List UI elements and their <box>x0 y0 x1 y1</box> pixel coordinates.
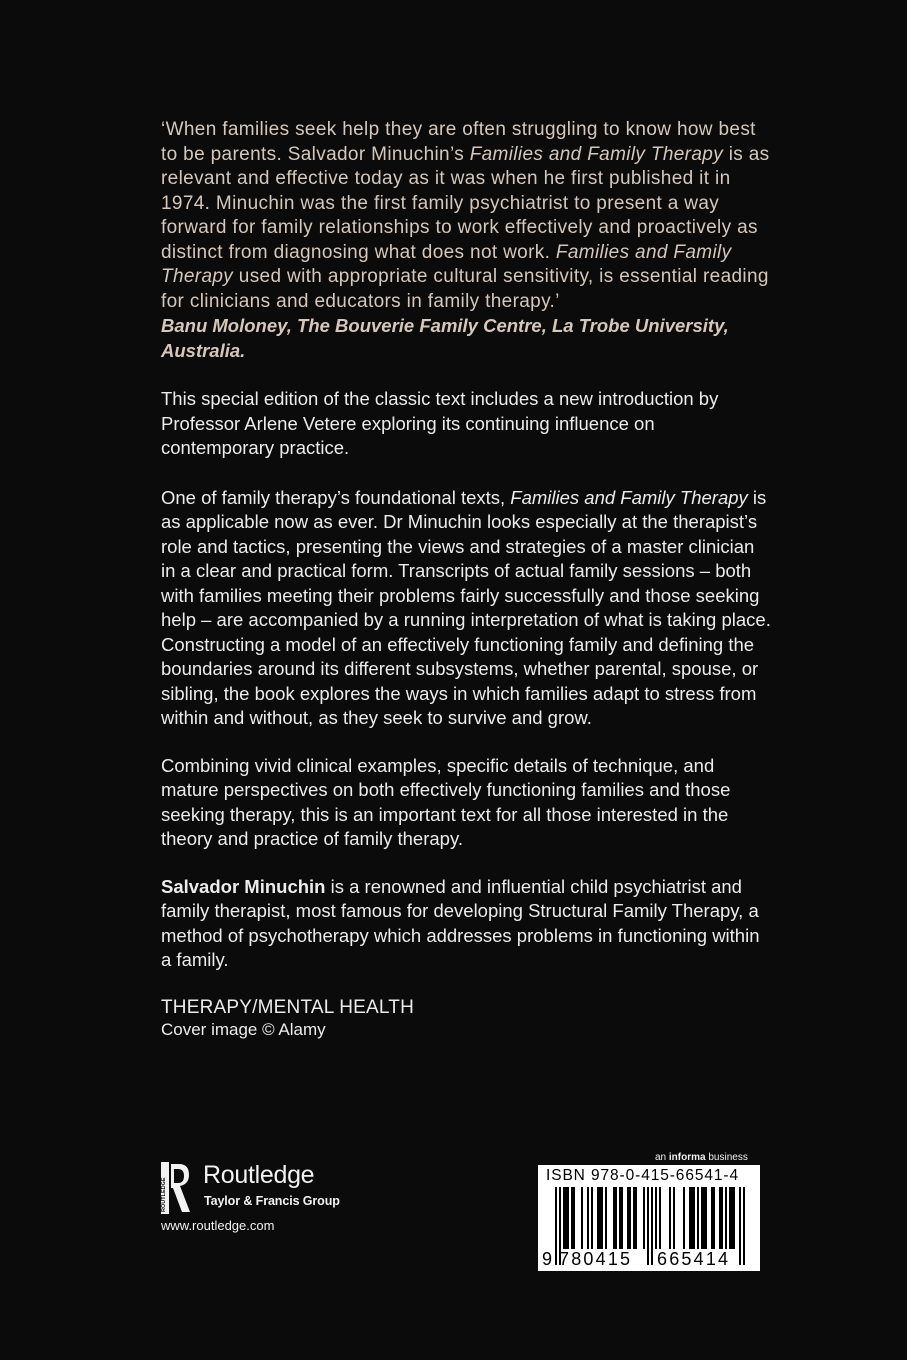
informa-suffix: business <box>705 1152 748 1163</box>
description-book-title: Families and Family Therapy <box>510 486 748 508</box>
routledge-side-text: ROUTLEDGE <box>161 1177 167 1212</box>
informa-brand: informa <box>668 1152 706 1163</box>
informa-prefix: an <box>655 1152 669 1163</box>
barcode-bar <box>565 1187 567 1249</box>
barcode-bar <box>693 1187 695 1249</box>
special-edition-paragraph: This special edition of the classic text includes a new introduction by Professor Arlene Vetere exploring its continuing influence on contemporary practice. <box>161 388 719 458</box>
barcode-bar <box>733 1187 735 1249</box>
barcode-bar <box>621 1187 623 1249</box>
barcode-bar <box>633 1187 635 1249</box>
author-bio-paragraph <box>161 875 771 973</box>
barcode-bar <box>689 1187 691 1249</box>
barcode-bar <box>581 1187 583 1249</box>
barcode-bar <box>643 1187 645 1249</box>
combining-paragraph: Combining vivid clinical examples, specific details of technique, and mature perspectives on both effectively functioning families and those seeking therapy, this is an important text for all those interested in the theory and practice of family therapy. <box>161 754 731 849</box>
barcode-bar <box>669 1187 671 1249</box>
publisher-group: Taylor & Francis Group <box>204 1194 340 1208</box>
barcode-bar <box>725 1187 727 1249</box>
barcode-bar <box>615 1187 617 1249</box>
publisher-block <box>161 1160 381 1250</box>
barcode-bar <box>691 1187 693 1249</box>
isbn-barcode <box>538 1165 760 1271</box>
barcode-bar <box>587 1187 589 1249</box>
barcode-bar <box>573 1187 575 1249</box>
barcode-bar <box>659 1187 661 1249</box>
barcode-bar <box>729 1187 731 1249</box>
publisher-url[interactable]: www.routledge.com <box>161 1218 275 1233</box>
ean-digits <box>538 1249 760 1271</box>
barcode-bar <box>605 1187 607 1249</box>
barcode-bar <box>563 1187 565 1249</box>
barcode-bar <box>683 1187 685 1249</box>
quote-book-title-1: Families and Family Therapy <box>469 143 724 165</box>
barcode-bar <box>567 1187 569 1249</box>
barcode-bar <box>713 1187 715 1249</box>
barcode-bar <box>719 1187 721 1249</box>
barcode-bar <box>627 1187 629 1249</box>
description-text-a: One of family therapy’s foundational texts, <box>161 486 511 508</box>
quote-text-1: ‘When families seek help they are often struggling to know how best to be parents. Salvador Minuchin’s <box>161 119 756 165</box>
author-name: Salvador Minuchin <box>161 875 326 897</box>
barcode-bar <box>673 1187 675 1249</box>
barcode-bar <box>619 1187 621 1249</box>
barcode-bar <box>701 1187 703 1249</box>
barcode-bar <box>635 1187 637 1249</box>
subject-category: THERAPY/MENTAL HEALTH <box>161 996 414 1018</box>
barcode-bar <box>655 1187 657 1249</box>
barcode-bar <box>597 1187 599 1249</box>
barcode-bar <box>697 1187 699 1249</box>
quote-attribution: Banu Moloney, The Bouverie Family Centre, La Trobe University, Australia. <box>161 315 729 361</box>
barcode-bar <box>711 1187 713 1249</box>
ean-first-digit: 9 <box>542 1249 553 1269</box>
description-text-b: is as applicable now as ever. Dr Minuchin looks especially at the therapist’s role and tactics, presenting the views and strategies of a master clinician in a clear and practical form. Transcripts of actual family sessions – both with families meeting their problems fairly successfully and those seeking help – are accompanied by a running interpretation of what is taking place. Constructing a model of an effectively functioning family and defining the boundaries around its different subsystems, whether parental, spouse, or sibling, the book explores the ways in which families adapt to stress from within and without, as they seek to survive and grow. <box>161 486 771 728</box>
ean-right-digits: 665414 <box>657 1249 731 1269</box>
barcode-bar <box>613 1187 615 1249</box>
endorsement-quote <box>161 118 771 314</box>
barcode-bar <box>571 1187 573 1249</box>
quote-text-2: is as relevant and effective today as it was when he first published it in 1974. Minuchin was the first family psychiatrist to present a way forward for family relationships to work effectively and proactively as distinct from diagnosing what does not work. <box>161 143 770 263</box>
barcode-bar <box>601 1187 603 1249</box>
barcode-bar <box>599 1187 601 1249</box>
barcode-bar <box>705 1187 707 1249</box>
barcode-bar <box>731 1187 733 1249</box>
publisher-name: Routledge <box>203 1161 315 1189</box>
barcode-bar <box>629 1187 631 1249</box>
barcode-bar <box>591 1187 593 1249</box>
ean-left-digits: 780415 <box>559 1249 633 1269</box>
informa-tagline <box>655 1152 748 1163</box>
quote-book-title-2: Families and Family Therapy <box>161 241 732 287</box>
quote-text-3: used with appropriate cultural sensitivity, is essential reading for clinicians and educators in family therapy.’ <box>161 266 769 312</box>
routledge-r-icon <box>161 1162 191 1214</box>
back-cover-text <box>161 118 771 1041</box>
author-bio-text: is a renowned and influential child psychiatrist and family therapist, most famous for developing Structural Family Therapy, a method of psychotherapy which addresses problems in functioning within a family. <box>161 875 760 970</box>
isbn-label: ISBN 978-0-415-66541-4 <box>546 1167 739 1184</box>
barcode-bar <box>721 1187 723 1249</box>
barcode-bar <box>703 1187 705 1249</box>
description-paragraph <box>161 486 771 731</box>
cover-credit: Cover image © Alamy <box>161 1019 326 1039</box>
